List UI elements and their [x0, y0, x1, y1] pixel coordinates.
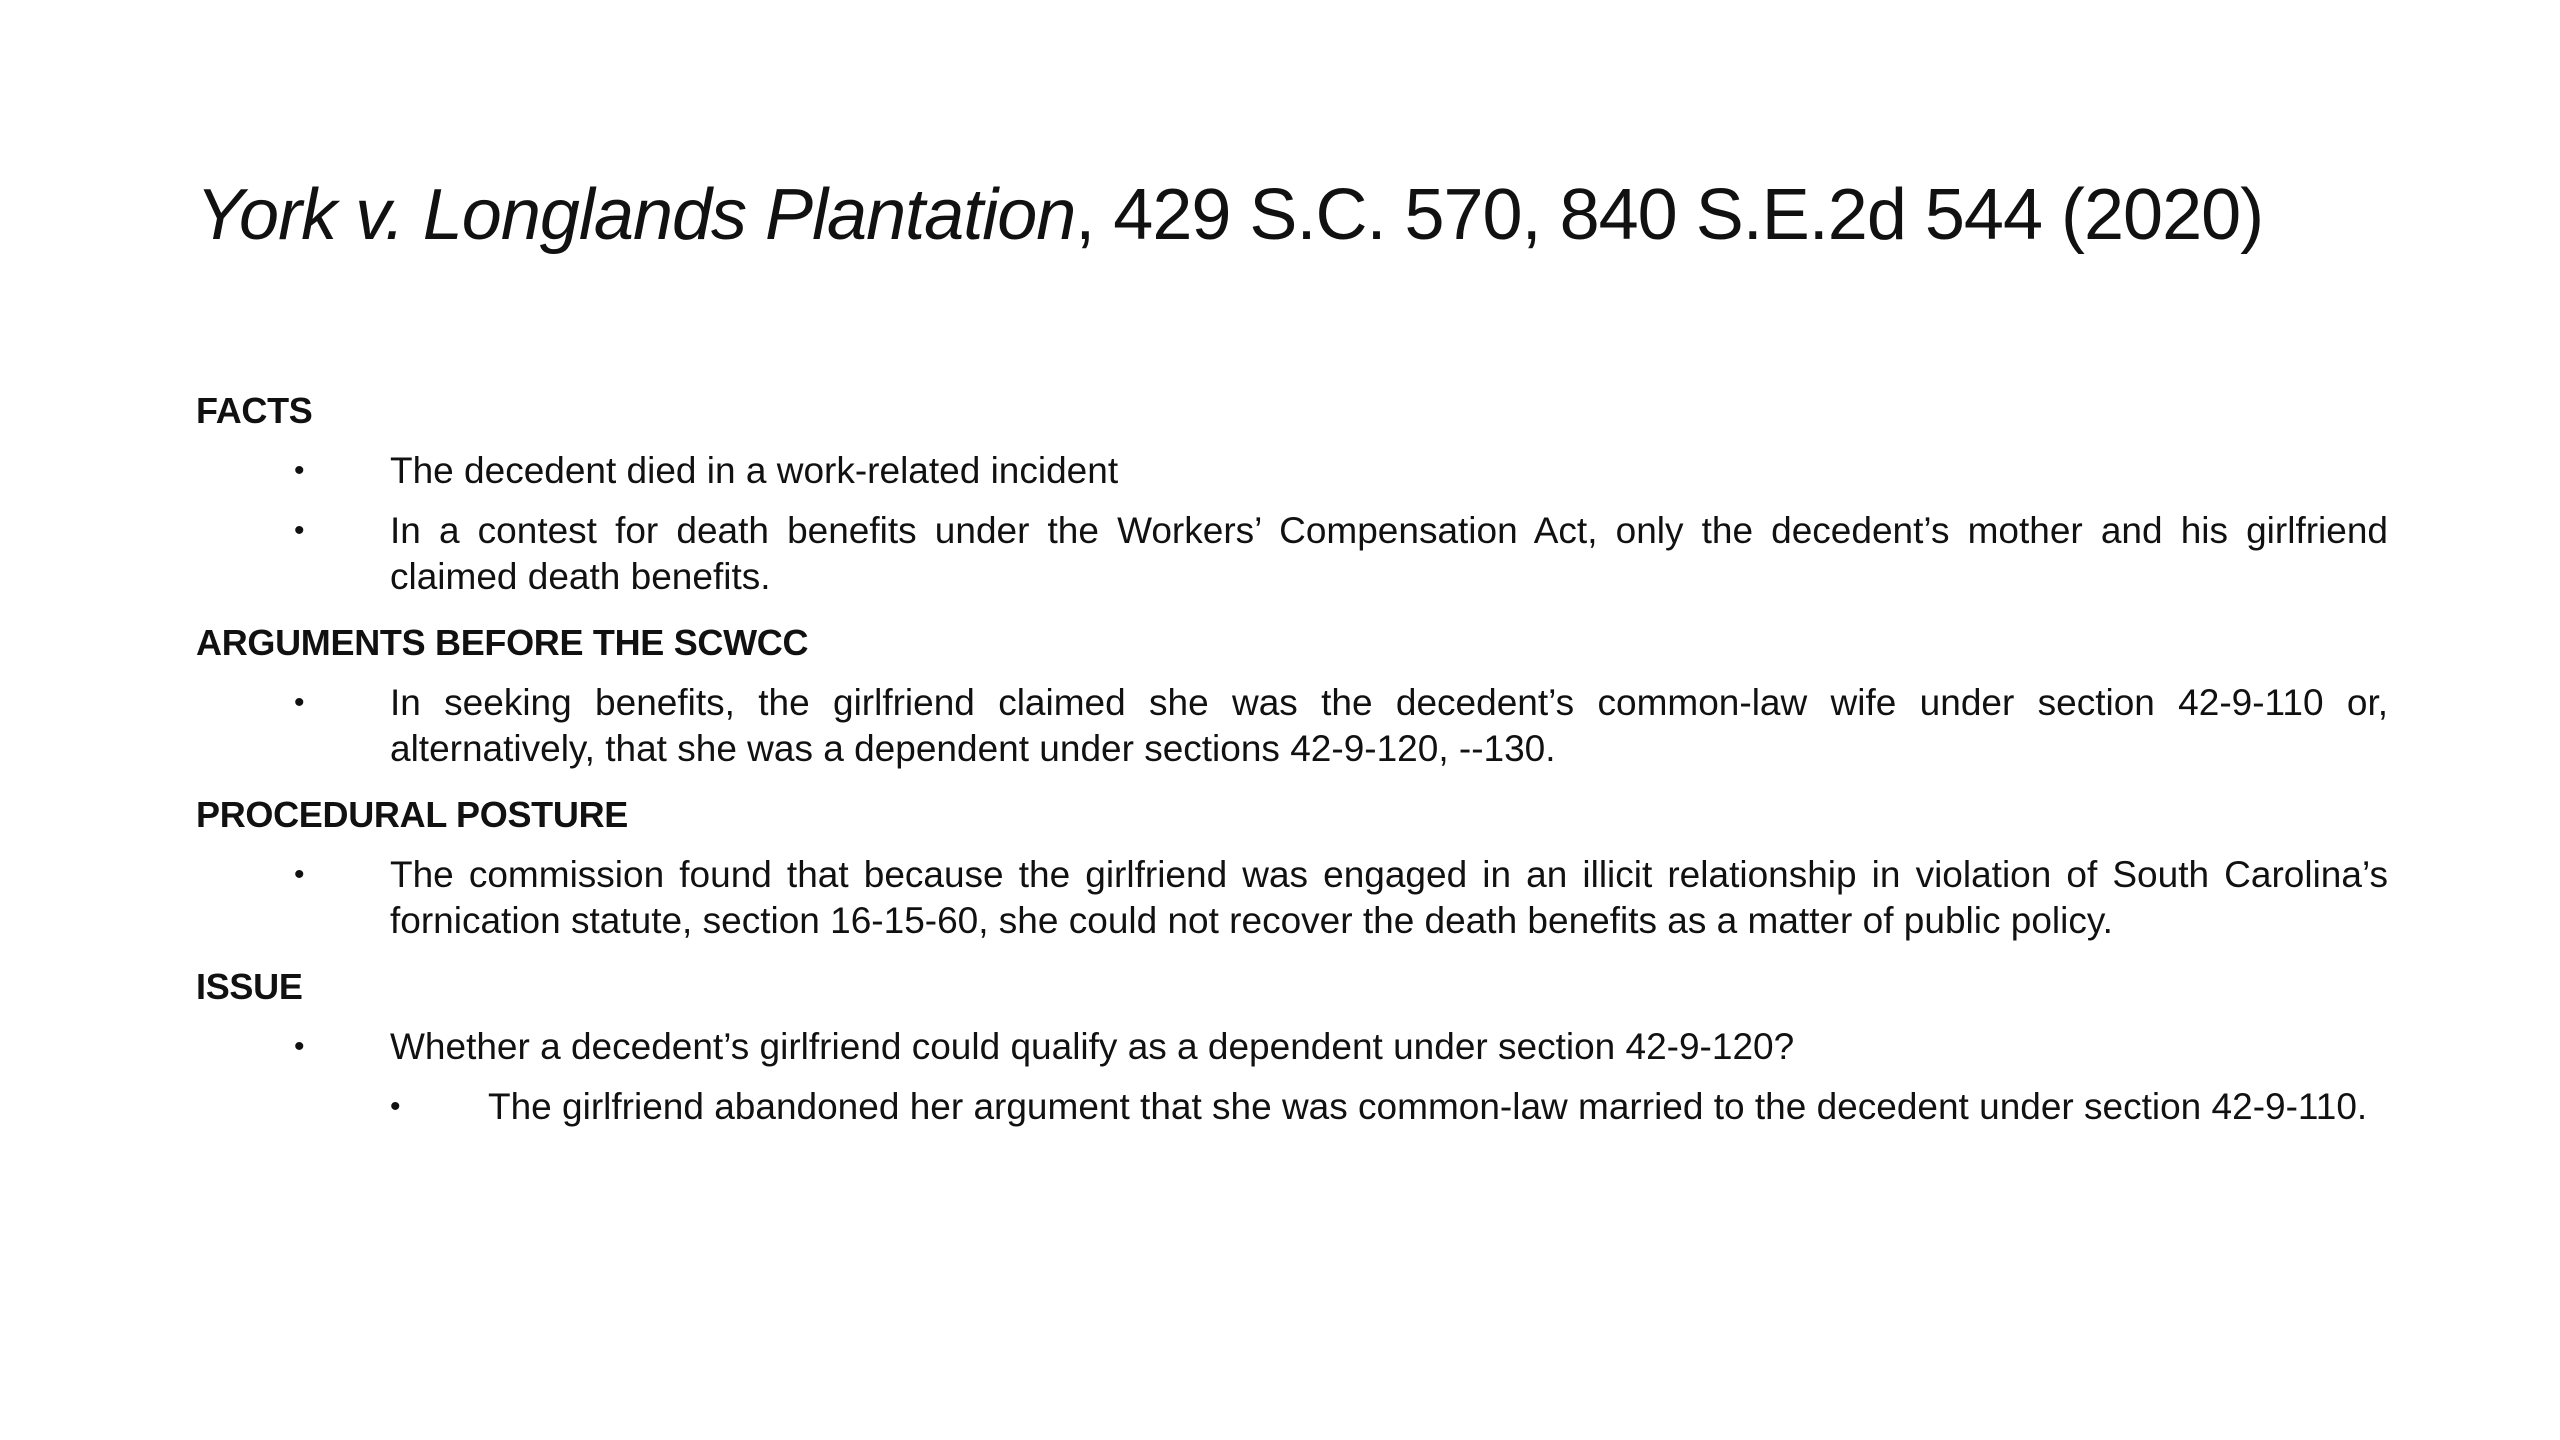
- slide-title: [196, 160, 2396, 270]
- bullet-text: In seeking benefits, the girlfriend claimed she was the decedent’s common-law wife under section 42-9-110 or, alternatively, that she was a dependent under sections 42-9-120, --130.: [390, 682, 2388, 769]
- bullet-item: [196, 448, 2388, 494]
- section-heading: ARGUMENTS BEFORE THE SCWCC: [196, 622, 809, 663]
- slide-content: [196, 388, 2388, 1150]
- section-heading: PROCEDURAL POSTURE: [196, 794, 628, 835]
- bullet-item: [196, 680, 2388, 772]
- case-name: York v. Longlands Plantation: [196, 175, 1076, 255]
- section-arguments: [196, 620, 2388, 772]
- sub-bullet-item: [196, 1084, 2388, 1130]
- bullet-icon: •: [294, 1030, 305, 1063]
- bullet-item: [196, 508, 2388, 600]
- bullet-icon: •: [294, 514, 305, 547]
- bullet-item: [196, 852, 2388, 944]
- section-procedural-posture: [196, 792, 2388, 944]
- section-facts: [196, 388, 2388, 600]
- bullet-icon: •: [294, 454, 305, 487]
- section-issue: [196, 964, 2388, 1130]
- bullet-item: [196, 1024, 2388, 1070]
- bullet-text: The commission found that because the girlfriend was engaged in an illicit relationship in violation of South Carolina’s fornication statute, section 16-15-60, she could not recover the death benefits as a matter of public policy.: [390, 854, 2388, 941]
- case-citation: , 429 S.C. 570, 840 S.E.2d 544 (2020): [1075, 175, 2264, 255]
- bullet-icon: •: [294, 858, 305, 891]
- bullet-text: In a contest for death benefits under the Workers’ Compensation Act, only the decedent’s mother and his girlfriend claimed death benefits.: [390, 510, 2388, 597]
- bullet-text: The decedent died in a work-related incident: [390, 450, 1119, 491]
- section-heading: FACTS: [196, 390, 313, 431]
- bullet-text: Whether a decedent’s girlfriend could qualify as a dependent under section 42-9-120?: [390, 1026, 1795, 1067]
- bullet-icon: •: [294, 686, 305, 719]
- section-heading: ISSUE: [196, 966, 303, 1007]
- bullet-icon: •: [390, 1090, 401, 1123]
- bullet-text: The girlfriend abandoned her argument that she was common-law married to the decedent under section 42-9-110.: [488, 1086, 2368, 1127]
